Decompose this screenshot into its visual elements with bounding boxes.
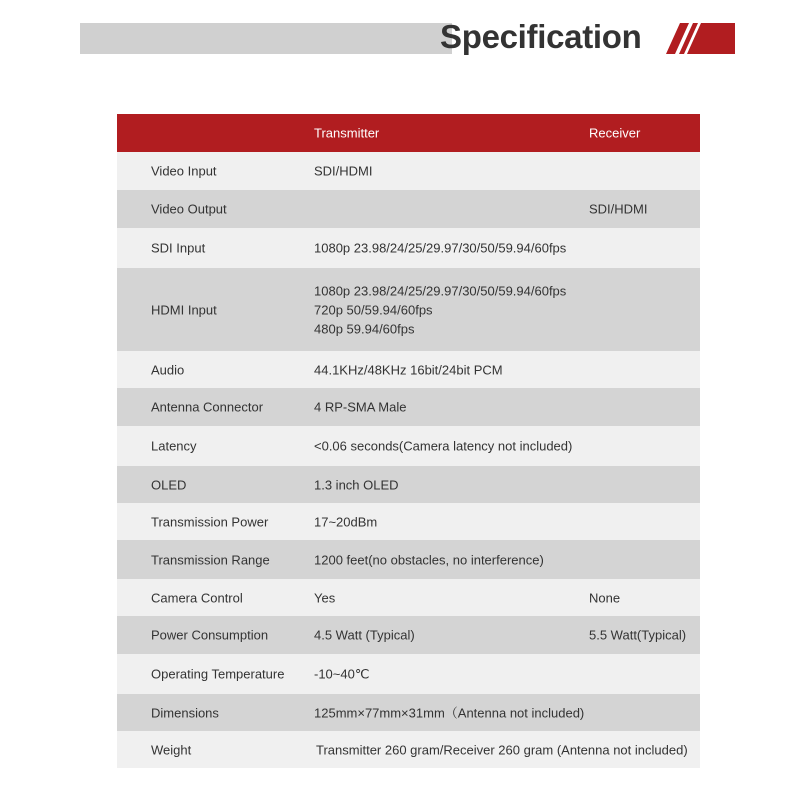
table-row <box>117 351 700 388</box>
table-row <box>117 540 700 579</box>
banner-red-stripes <box>666 23 735 54</box>
page-title: Specification <box>440 18 642 55</box>
row-label: Video Input <box>151 163 217 179</box>
table-row <box>117 190 700 228</box>
transmitter-value: Transmitter 260 gram/Receiver 260 gram (Antenna not included) <box>316 742 688 757</box>
banner-gray-bar <box>80 23 452 54</box>
row-label: Transmission Range <box>151 552 270 567</box>
transmitter-value: 4.5 Watt (Typical) <box>314 627 415 643</box>
row-label: Operating Temperature <box>151 666 285 682</box>
transmitter-value: <0.06 seconds(Camera latency not included) <box>314 438 573 454</box>
row-label: Antenna Connector <box>151 399 264 415</box>
row-label: Video Output <box>151 201 227 217</box>
receiver-value: SDI/HDMI <box>589 201 648 217</box>
transmitter-line: 1080p 23.98/24/25/29.97/30/50/59.94/60fps <box>314 283 567 298</box>
transmitter-value: 17~20dBm <box>314 514 378 529</box>
table-row <box>117 388 700 426</box>
row-label: Transmission Power <box>151 514 269 529</box>
table-row <box>117 426 700 466</box>
transmitter-value: SDI/HDMI <box>314 163 373 179</box>
table-row <box>117 654 700 694</box>
row-label: Audio <box>151 362 185 377</box>
transmitter-value: -10~40℃ <box>314 666 370 682</box>
table-row <box>117 466 700 503</box>
receiver-value: 5.5 Watt(Typical) <box>589 627 687 643</box>
table-row <box>117 694 700 731</box>
transmitter-value: 1080p 23.98/24/25/29.97/30/50/59.94/60fps <box>314 240 567 256</box>
transmitter-value: 44.1KHz/48KHz 16bit/24bit PCM <box>314 362 503 377</box>
row-label: Latency <box>151 438 197 454</box>
row-label: HDMI Input <box>151 302 217 317</box>
table-row <box>117 579 700 616</box>
transmitter-value: 1200 feet(no obstacles, no interference) <box>314 552 544 567</box>
transmitter-value: Yes <box>314 590 336 605</box>
table-row <box>117 503 700 540</box>
table-row <box>117 268 700 351</box>
receiver-value: None <box>589 590 621 605</box>
transmitter-value: 4 RP-SMA Male <box>314 399 407 415</box>
specification-banner <box>0 0 800 80</box>
table-row <box>117 731 700 768</box>
header-receiver: Receiver <box>589 125 641 141</box>
transmitter-value: 125mm×77mm×31mm（Antenna not included) <box>314 705 585 720</box>
table-header-row <box>117 114 700 152</box>
row-label: SDI Input <box>151 240 206 256</box>
transmitter-value: 1.3 inch OLED <box>314 477 399 492</box>
row-label: OLED <box>151 477 187 492</box>
row-label: Dimensions <box>151 705 219 720</box>
row-label: Power Consumption <box>151 627 269 643</box>
row-label: Weight <box>151 742 192 757</box>
row-label: Camera Control <box>151 590 243 605</box>
transmitter-value-multiline <box>314 281 566 338</box>
table-row <box>117 152 700 190</box>
transmitter-line: 720p 50/59.94/60fps <box>314 302 433 317</box>
table-row <box>117 228 700 268</box>
transmitter-line: 480p 59.94/60fps <box>314 321 415 336</box>
table-row <box>117 616 700 654</box>
header-transmitter: Transmitter <box>314 125 380 141</box>
